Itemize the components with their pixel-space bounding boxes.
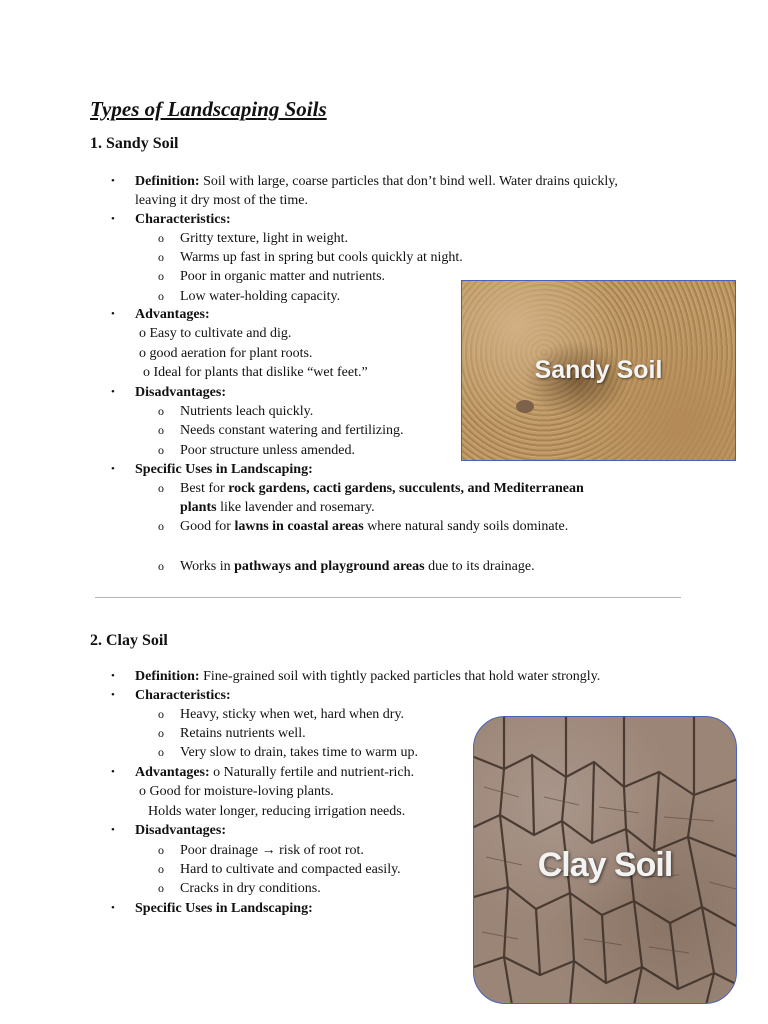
sandy-use: Works in pathways and playground areas due to its drainage. <box>180 559 535 574</box>
sandy-soil-heading: 1. Sandy Soil <box>90 135 179 152</box>
sandy-characteristic: Gritty texture, light in weight. <box>180 231 348 246</box>
bullet-icon: • <box>111 463 115 475</box>
bullet-icon: • <box>111 824 115 836</box>
sandy-use-cont: plants like lavender and rosemary. <box>180 500 375 515</box>
clay-characteristic: Retains nutrients well. <box>180 726 306 741</box>
clay-characteristic: Heavy, sticky when wet, hard when dry. <box>180 707 405 722</box>
clay-advantage: o Good for moisture-loving plants. <box>139 784 334 799</box>
bullet-icon: • <box>111 386 115 398</box>
bullet-icon: • <box>111 670 115 682</box>
clay-soil-image-label: Clay Soil <box>537 846 673 884</box>
circle-bullet-icon: o <box>158 745 164 759</box>
sandy-characteristics-label: Characteristics: <box>135 212 231 227</box>
circle-bullet-icon: o <box>158 481 164 495</box>
circle-bullet-icon: o <box>158 559 164 573</box>
sandy-advantages-label: Advantages: <box>135 307 210 322</box>
bullet-icon: • <box>111 308 115 320</box>
clay-definition: Definition: Fine-grained soil with tightly packed particles that hold water strongly. <box>135 669 601 684</box>
sandy-disadvantage: Poor structure unless amended. <box>180 443 355 458</box>
bullet-icon: • <box>111 902 115 914</box>
sandy-soil-image <box>461 280 736 461</box>
circle-bullet-icon: o <box>158 250 164 264</box>
clay-disadvantages-label: Disadvantages: <box>135 823 227 838</box>
sandy-disadvantage: Needs constant watering and fertilizing. <box>180 423 404 438</box>
sandy-advantage: o good aeration for plant roots. <box>139 346 313 361</box>
sandy-disadvantage: Nutrients leach quickly. <box>180 404 314 419</box>
circle-bullet-icon: o <box>158 726 164 740</box>
sandy-advantage: o Easy to cultivate and dig. <box>139 326 292 341</box>
clay-characteristics-label: Characteristics: <box>135 688 231 703</box>
circle-bullet-icon: o <box>158 423 164 437</box>
clay-advantages: Advantages: o Naturally fertile and nutrient-rich. <box>135 765 415 780</box>
circle-bullet-icon: o <box>158 881 164 895</box>
sandy-soil-image-label: Sandy Soil <box>534 356 663 384</box>
circle-bullet-icon: o <box>158 404 164 418</box>
sandy-characteristic: Poor in organic matter and nutrients. <box>180 269 386 284</box>
sandy-characteristic: Warms up fast in spring but cools quickly at night. <box>180 250 463 265</box>
circle-bullet-icon: o <box>158 843 164 857</box>
clay-characteristic: Very slow to drain, takes time to warm up. <box>180 745 418 760</box>
sandy-use: Best for rock gardens, cacti gardens, succulents, and Mediterranean <box>180 481 584 496</box>
circle-bullet-icon: o <box>158 443 164 457</box>
bullet-icon: • <box>111 689 115 701</box>
circle-bullet-icon: o <box>158 269 164 283</box>
document-title: Types of Landscaping Soils <box>90 97 327 121</box>
bullet-icon: • <box>111 766 115 778</box>
clay-disadvantage: Cracks in dry conditions. <box>180 881 321 896</box>
sandy-uses-label: Specific Uses in Landscaping: <box>135 462 313 477</box>
sandy-definition: Definition: Soil with large, coarse particles that don’t bind well. Water drains quickly, <box>135 174 618 189</box>
sandy-definition-cont: leaving it dry most of the time. <box>135 193 309 208</box>
clay-soil-heading: 2. Clay Soil <box>90 632 168 649</box>
sandy-characteristic: Low water-holding capacity. <box>180 289 341 304</box>
sandy-advantage: o Ideal for plants that dislike “wet feet.” <box>143 365 368 380</box>
sandy-disadvantages-label: Disadvantages: <box>135 385 227 400</box>
section-divider <box>95 597 681 598</box>
clay-advantage: Holds water longer, reducing irrigation needs. <box>148 804 406 819</box>
sandy-use: Good for lawns in coastal areas where natural sandy soils dominate. <box>180 519 569 534</box>
bullet-icon: • <box>111 175 115 187</box>
clay-soil-image <box>473 716 737 1004</box>
circle-bullet-icon: o <box>158 862 164 876</box>
pebble-shape <box>516 400 534 413</box>
circle-bullet-icon: o <box>158 519 164 533</box>
clay-disadvantage: Hard to cultivate and compacted easily. <box>180 862 401 877</box>
circle-bullet-icon: o <box>158 707 164 721</box>
circle-bullet-icon: o <box>158 231 164 245</box>
circle-bullet-icon: o <box>158 289 164 303</box>
bullet-icon: • <box>111 213 115 225</box>
clay-disadvantage: Poor drainage → risk of root rot. <box>180 843 364 858</box>
clay-uses-label: Specific Uses in Landscaping: <box>135 901 313 916</box>
